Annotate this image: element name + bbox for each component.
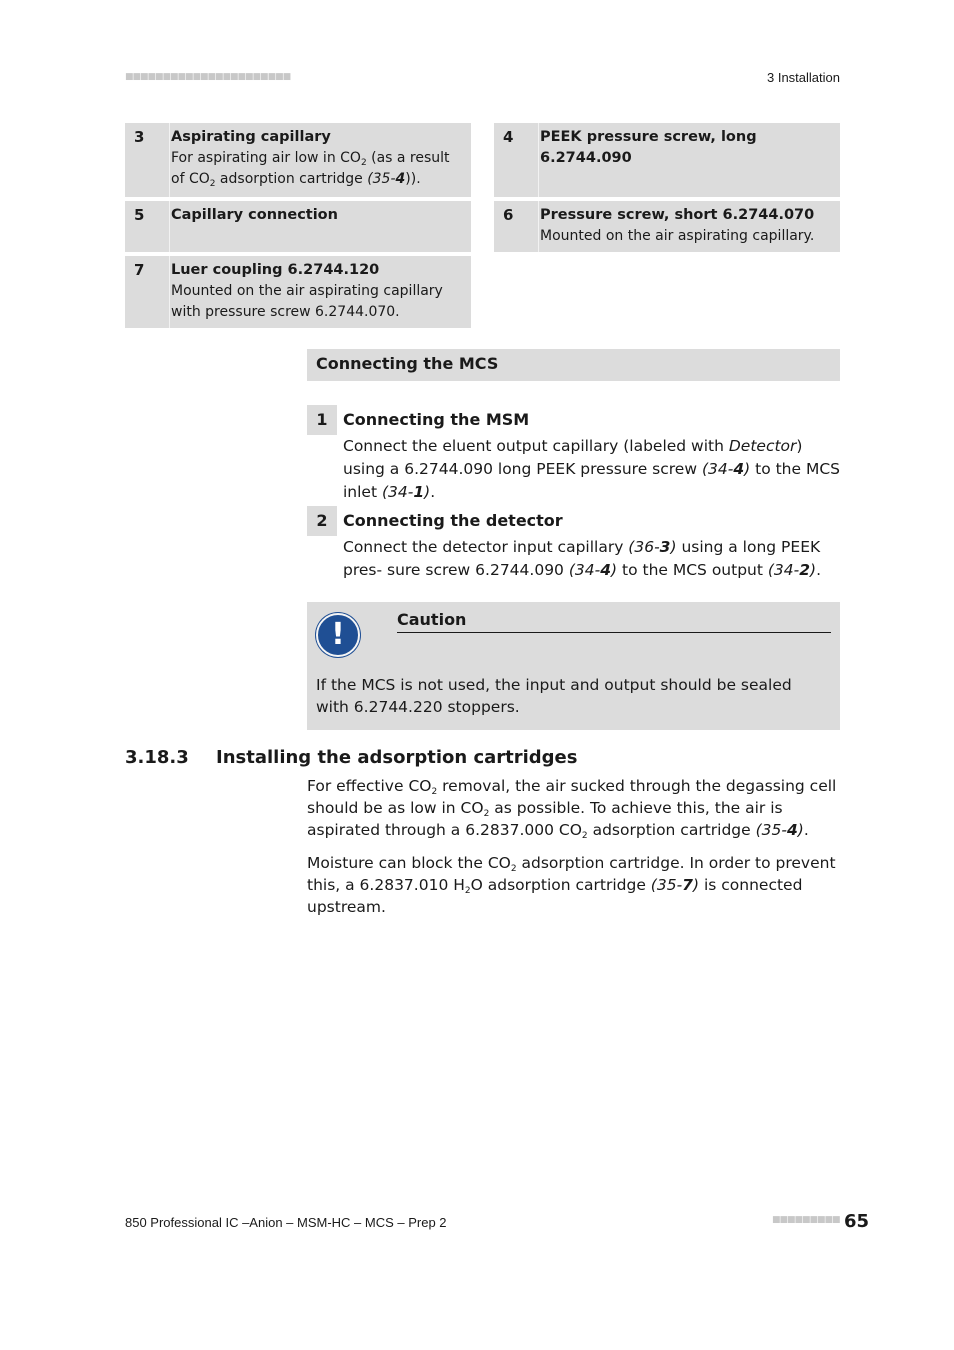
legend-number: 3 — [134, 128, 145, 146]
section-title: Connecting the MCS — [316, 354, 499, 373]
legend-description: Mounted on the air aspirating capillary with pressure screw 6.2744.070. — [171, 283, 443, 320]
step-text: Connect the eluent output capillary (labeled with Detector) using a 6.2744.090 long PEEK pressure screw (34-4) to the MCS inlet (34-1). — [343, 437, 841, 501]
legend-description: For aspirating air low in $CO_2$ (as a result of $CO_2$ adsorption cartridge (35-4)). — [171, 150, 450, 189]
footer-decoration: ■■■■■■■■■ — [772, 1215, 840, 1225]
legend-item — [125, 123, 471, 197]
exclamation-icon: ! — [316, 613, 360, 657]
legend-number: 6 — [503, 206, 514, 224]
legend-title: Pressure screw, short 6.2744.070 — [540, 207, 815, 223]
step-text: Connect the detector input capillary (36-3) using a long PEEK pres- sure screw 6.2744.090 (34-4) to the MCS output (34-2). — [343, 538, 822, 579]
document-title: 850 Professional IC –Anion – MSM-HC – MCS – Prep 2 — [125, 1215, 447, 1230]
caution-text: If the MCS is not used, the input and output should be sealed with 6.2744.220 stoppers. — [316, 676, 792, 716]
legend-title: PEEK pressure screw, long 6.2744.090 — [540, 129, 757, 166]
legend-item — [125, 201, 471, 252]
legend-item — [125, 256, 471, 328]
page-number: 65 — [844, 1211, 870, 1232]
paragraph: For effective $CO_2$ removal, the air sucked through the degassing cell should be as low in $CO_2$ as possible. To achieve this, the air is aspirated through a 6.2837.000 $CO_2$ adsorption cartridge (35-4). — [307, 777, 837, 841]
legend-item — [494, 201, 840, 252]
legend-title: Aspirating capillary — [171, 129, 331, 145]
legend-title: Luer coupling 6.2744.120 — [171, 262, 380, 278]
step-title: Connecting the detector — [343, 511, 563, 530]
caution-box — [307, 602, 840, 730]
step-number: 2 — [307, 506, 337, 536]
legend-number: 7 — [134, 261, 145, 279]
caution-title: Caution — [397, 610, 831, 633]
subsection-title: Installing the adsorption cartridges — [216, 747, 578, 768]
step-title: Connecting the MSM — [343, 410, 530, 429]
paragraph: Moisture can block the $CO_2$ adsorption cartridge. In order to prevent this, a 6.2837.010 $H_2O$ adsorption cartridge (35-7) is connected upstream. — [307, 854, 836, 916]
legend-number: 5 — [134, 206, 145, 224]
legend-number: 4 — [503, 128, 514, 146]
legend-item — [494, 123, 840, 197]
section-header — [307, 349, 840, 381]
step-number: 1 — [307, 405, 337, 435]
legend-title: Capillary connection — [171, 207, 338, 223]
legend-description: Mounted on the air aspirating capillary. — [540, 228, 815, 244]
subsection-number: 3.18.3 — [125, 747, 189, 768]
header-decoration: ■■■■■■■■■■■■■■■■■■■■■■ — [125, 72, 291, 82]
chapter-title: 3 Installation — [767, 70, 840, 85]
